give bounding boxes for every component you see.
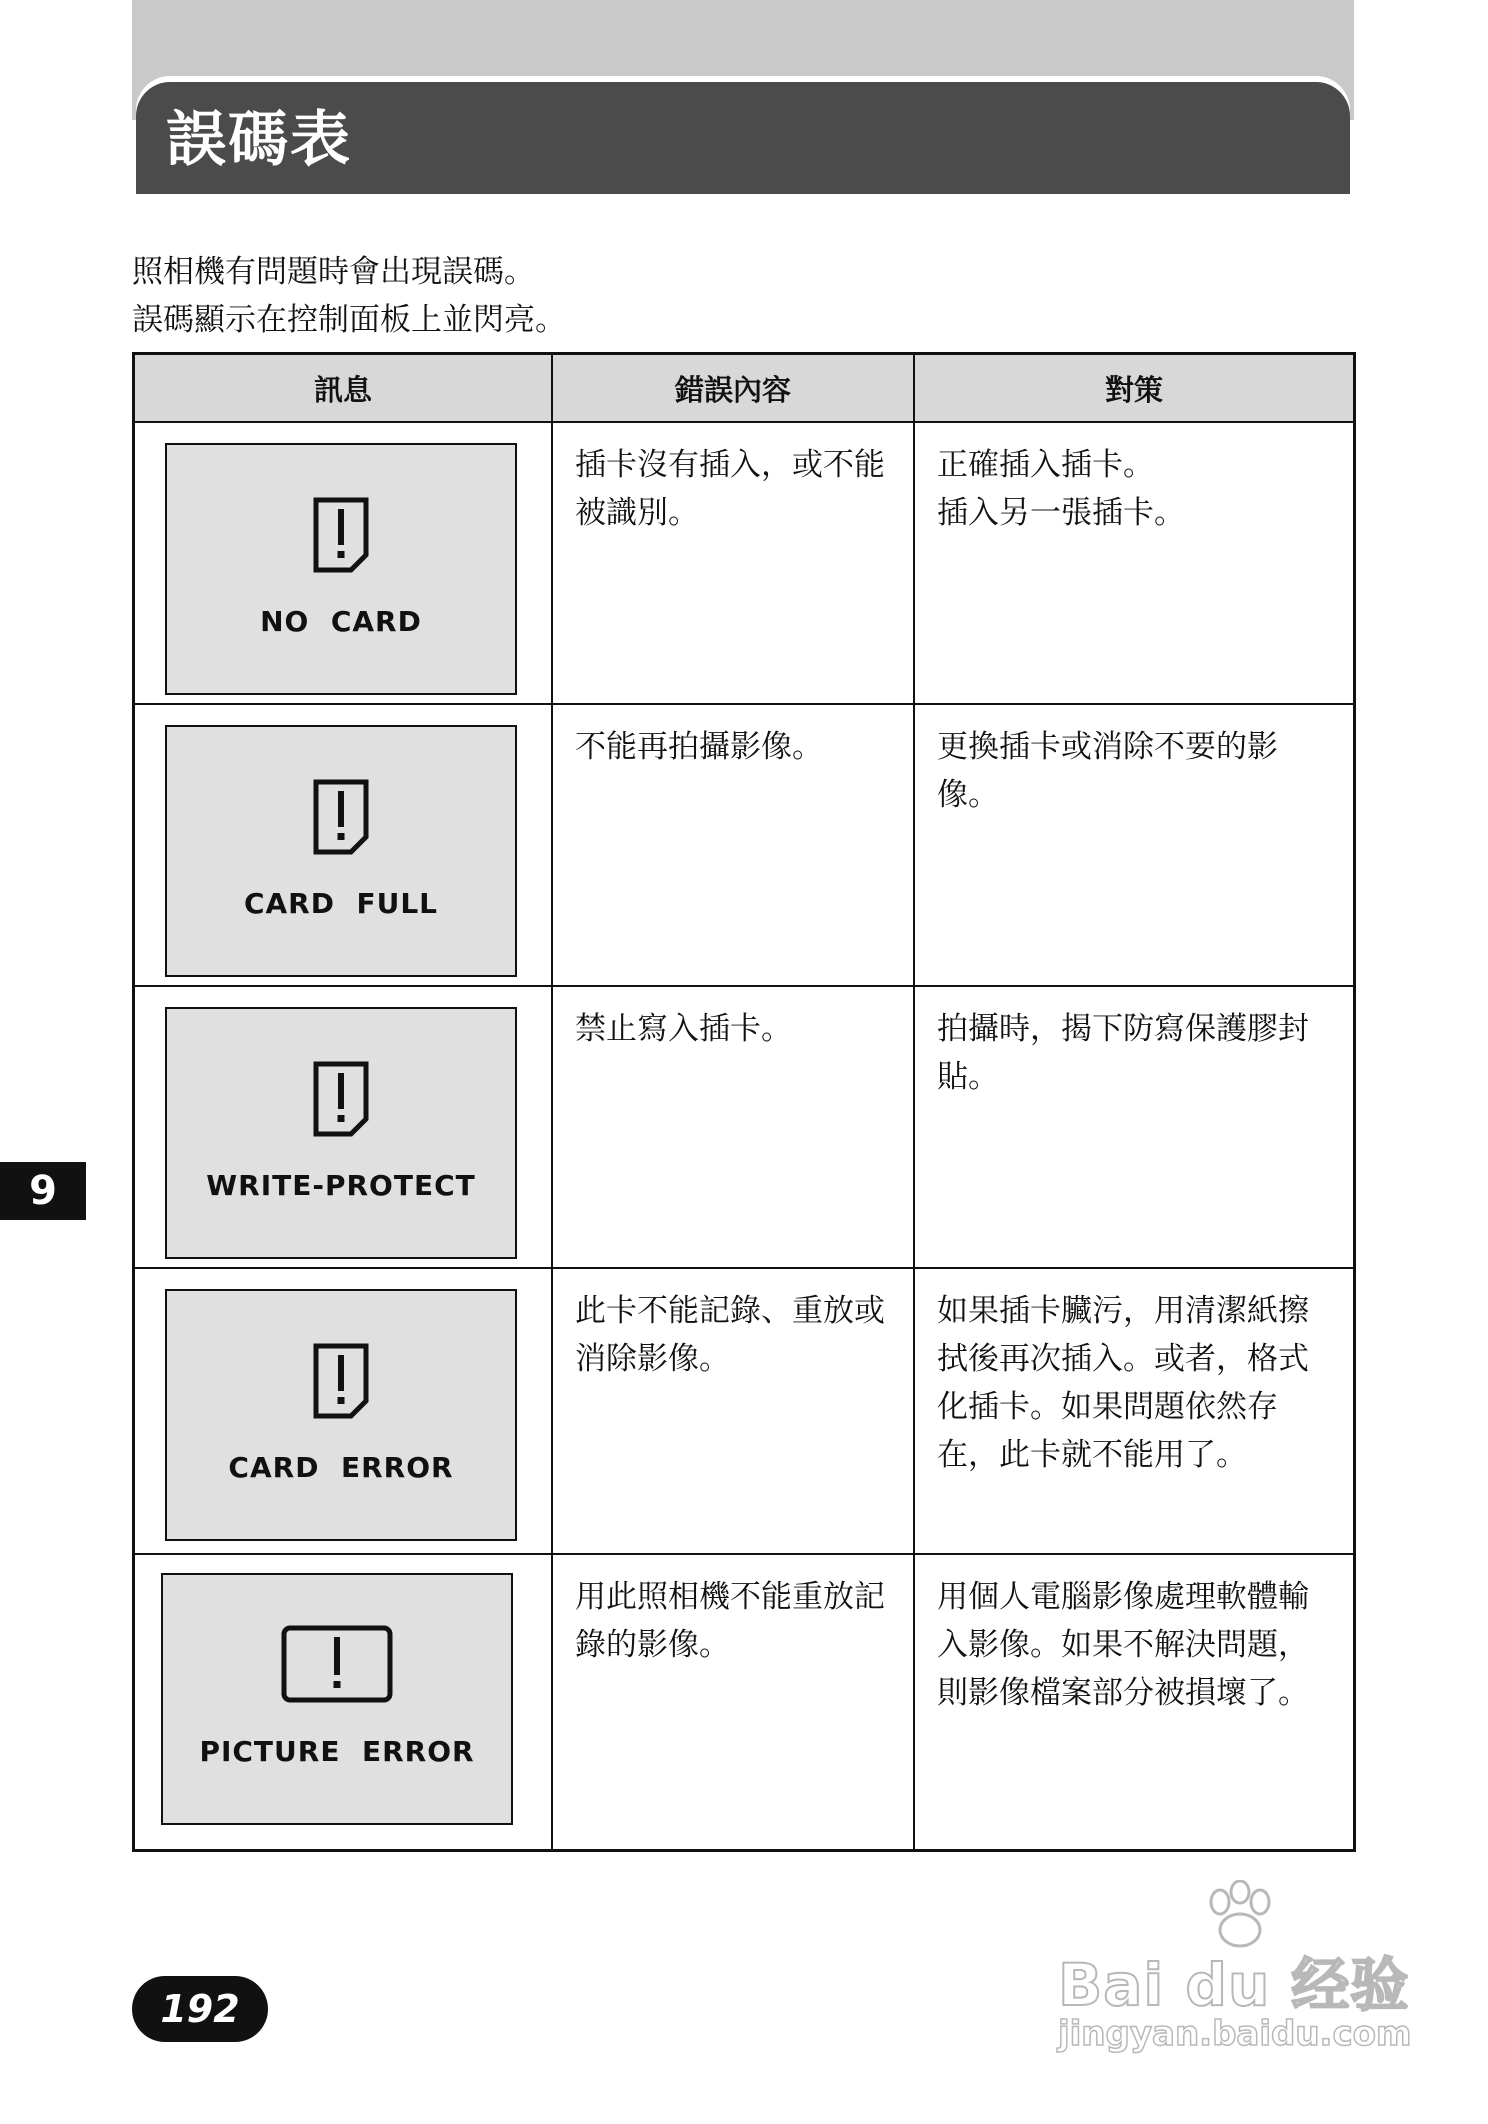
table-row (135, 423, 1353, 705)
message-cell (135, 1269, 553, 1553)
message-cell (135, 987, 553, 1267)
lcd-label: CARD ERROR (228, 1451, 454, 1484)
message-cell (135, 1555, 553, 1849)
intro-line-1: 照相機有問題時會出現誤碼。 (132, 254, 535, 290)
message-cell (135, 423, 553, 703)
solution-cell: 用個人電腦影像處理軟體輸入影像。如果不解決問題，則影像檔案部分被損壞了。 (937, 1579, 1309, 1711)
lcd-screen (165, 725, 517, 977)
content-cell: 不能再拍攝影像。 (553, 705, 915, 985)
watermark-main: Bai du 经验 (1058, 1951, 1410, 2019)
lcd-label: PICTURE ERROR (199, 1735, 475, 1768)
table-row (135, 1555, 1353, 1849)
watermark (1052, 1880, 1412, 2060)
page-title: 誤碼表 (166, 105, 352, 175)
exclamation-card-icon (313, 779, 369, 855)
solution-cell: 更換插卡或消除不要的影像。 (937, 729, 1278, 813)
intro-line-2: 誤碼顯示在控制面板上並閃亮。 (132, 302, 566, 338)
lcd-label: WRITE-PROTECT (206, 1169, 476, 1202)
table-header-row (135, 355, 1353, 423)
solution-cell: 如果插卡臟污，用清潔紙擦拭後再次插入。或者，格式化插卡。如果問題依然存在，此卡就不能用了。 (937, 1293, 1309, 1473)
content-cell: 用此照相機不能重放記錄的影像。 (553, 1555, 915, 1849)
header-solution: 對策 (1104, 372, 1163, 407)
exclamation-screen-icon (281, 1625, 393, 1703)
chapter-tab: 9 (0, 1162, 86, 1220)
lcd-screen (165, 443, 517, 695)
table-row (135, 987, 1353, 1269)
solution-cell: 正確插入插卡。 插入另一張插卡。 (937, 447, 1185, 531)
message-cell (135, 705, 553, 985)
lcd-label: CARD FULL (243, 887, 439, 920)
page-number: 192 (132, 1976, 268, 2042)
table-row (135, 705, 1353, 987)
header-content: 錯誤內容 (553, 355, 915, 421)
solution-cell: 拍攝時，揭下防寫保護膠封貼。 (937, 1011, 1309, 1095)
lcd-label: NO CARD (260, 605, 422, 638)
header-message: 訊息 (135, 355, 553, 421)
exclamation-card-icon (313, 497, 369, 573)
lcd-screen (165, 1289, 517, 1541)
error-code-table (132, 352, 1356, 1852)
lcd-screen (165, 1007, 517, 1259)
content-cell: 禁止寫入插卡。 (553, 987, 915, 1267)
content-cell: 插卡沒有插入，或不能被識別。 (553, 423, 915, 703)
exclamation-card-icon (313, 1061, 369, 1137)
content-cell: 此卡不能記錄、重放或消除影像。 (553, 1269, 915, 1553)
watermark-url: jingyan.baidu.com (1058, 2014, 1412, 2054)
exclamation-card-icon (313, 1343, 369, 1419)
table-row (135, 1269, 1353, 1555)
lcd-screen (161, 1573, 513, 1825)
intro-text (132, 248, 566, 344)
